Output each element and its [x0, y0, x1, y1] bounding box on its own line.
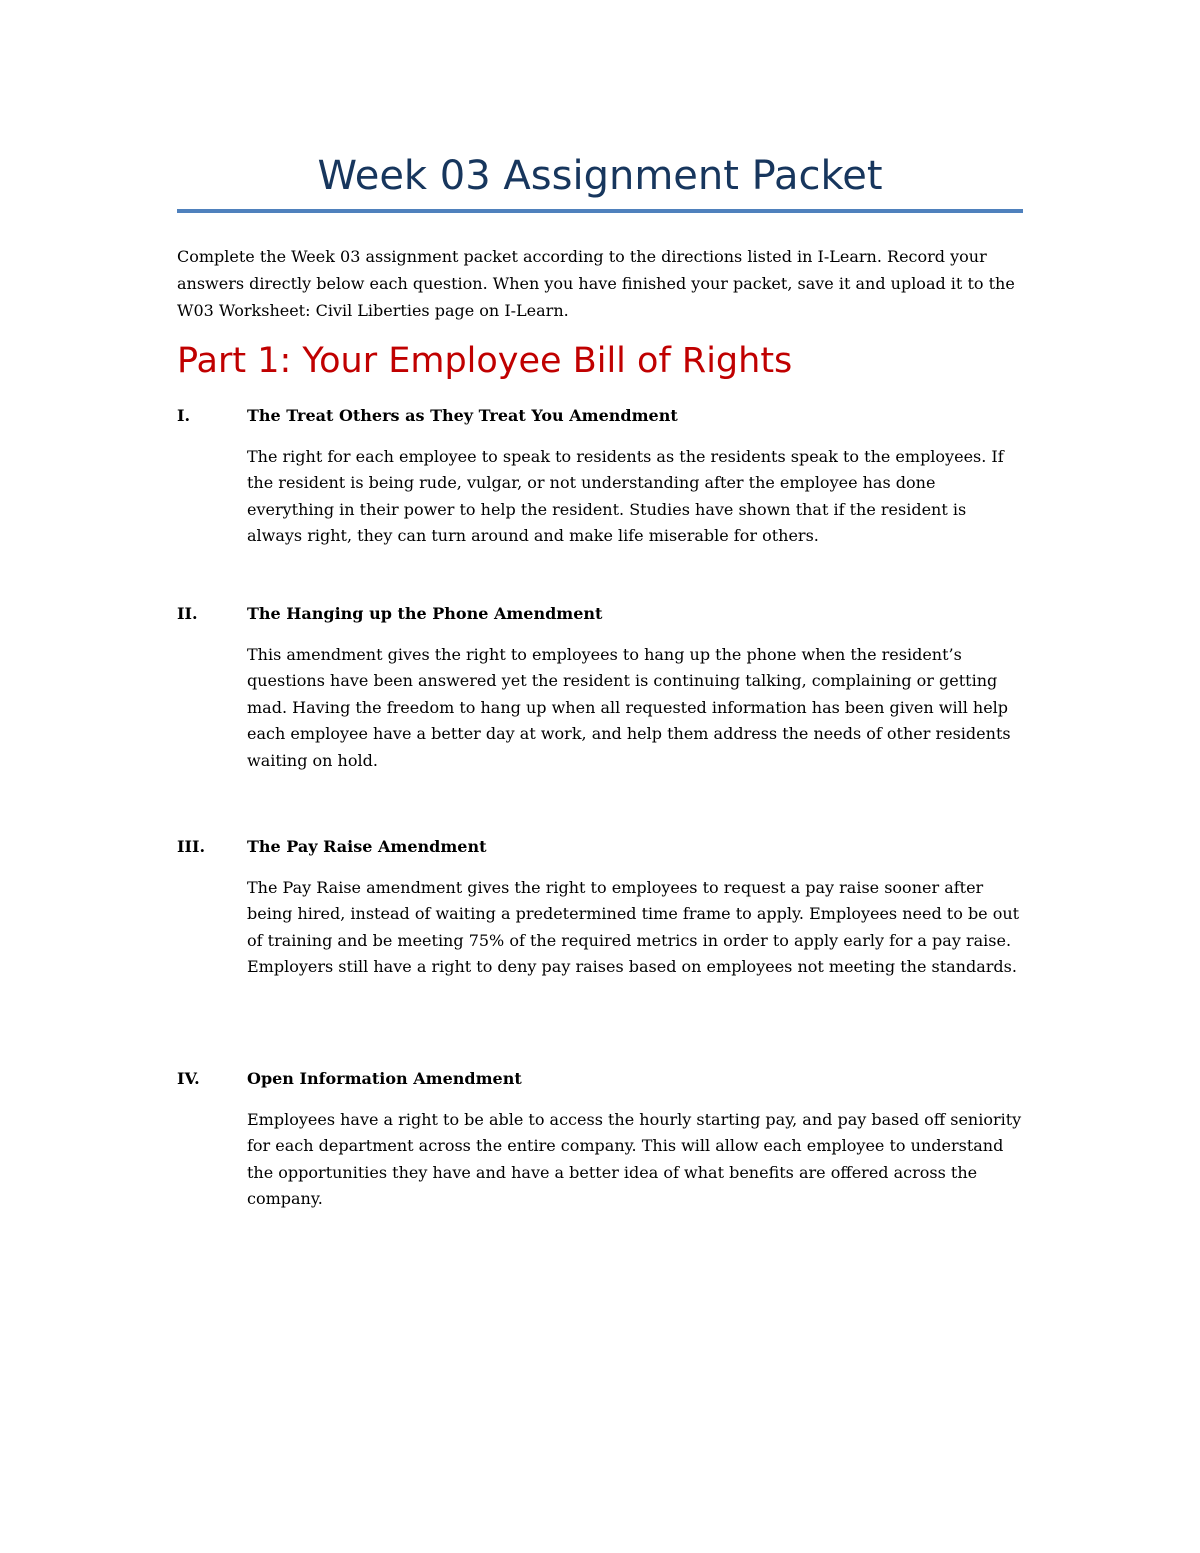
amendment-body: Employees have a right to be able to access the hourly starting pay, and pay based off seniority for each department across the entire company. This will allow each employee to understand the opportunities they have and have a better idea of what benefits are offered across the company. [247, 1110, 1022, 1209]
amendment-title: Open Information Amendment [247, 1069, 522, 1088]
amendment-numeral: IV. [177, 1069, 200, 1088]
amendment-body: The Pay Raise amendment gives the right to employees to request a pay raise sooner after being hired, instead of waiting a predetermined time frame to apply. Employees need to be out of training and be meeting 75% of the required metrics in order to apply early for a pay raise. Employers still have a right to deny pay raises based on employees not meeting the standards. [247, 878, 1020, 977]
amendment-numeral: III. [177, 837, 206, 856]
amendment-body: The right for each employee to speak to residents as the residents speak to the employees. If the resident is being rude, vulgar, or not understanding after the employee has done everything in their power to help the resident. Studies have shown that if the resident is always right, they can turn around and make life miserable for others. [247, 447, 1004, 546]
amendment-numeral: II. [177, 604, 198, 623]
amendment-title: The Pay Raise Amendment [247, 837, 487, 856]
amendment-numeral: I. [177, 406, 191, 425]
part-heading: Part 1: Your Employee Bill of Rights [177, 341, 793, 381]
amendment-title: The Treat Others as They Treat You Amendment [247, 406, 678, 425]
amendment-title: The Hanging up the Phone Amendment [247, 604, 603, 623]
intro-paragraph: Complete the Week 03 assignment packet according to the directions listed in I-Learn. Record your answers directly below each question. When you have finished your packet, save it and upload it to the W03 Worksheet: Civil Liberties page on I-Learn. [177, 247, 1015, 320]
title-underline-divider [177, 209, 1023, 213]
amendment-body: This amendment gives the right to employees to hang up the phone when the resident’s questions have been answered yet the resident is continuing talking, complaining or getting mad. Having the freedom to hang up when all requested information has been given will help each employee have a better day at work, and help them address the needs of other residents waiting on hold. [247, 645, 1011, 770]
document-title: Week 03 Assignment Packet [317, 153, 883, 199]
